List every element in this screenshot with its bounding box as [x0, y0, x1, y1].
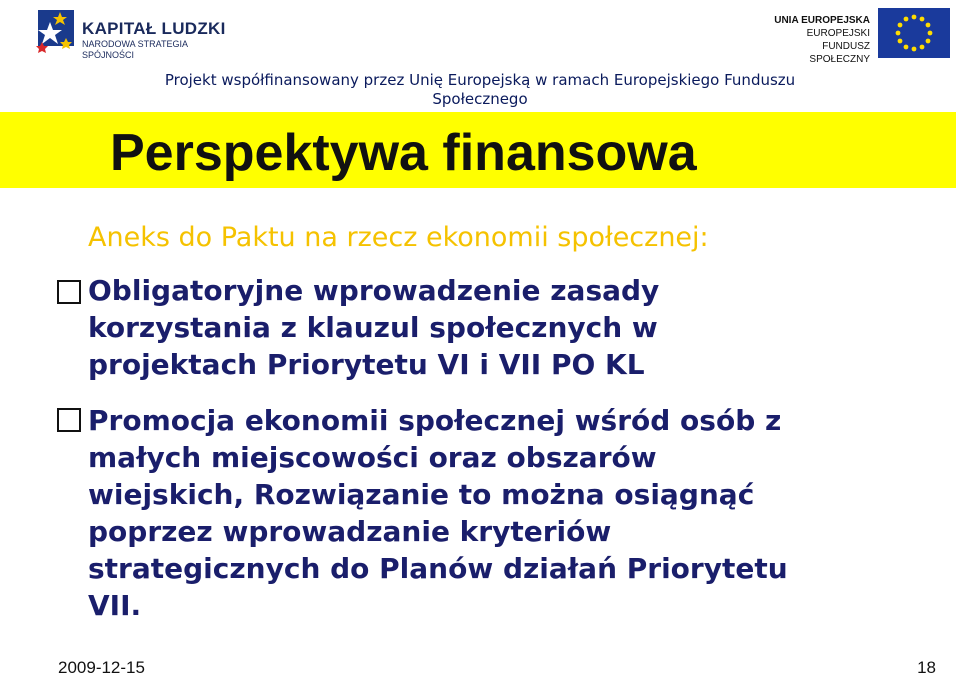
- bullet-1-line-3: projektach Priorytetu VI i VII PO KL: [88, 348, 645, 381]
- page-number: 18: [917, 658, 936, 677]
- bullet-1-line-2: korzystania z klauzul społecznych w: [88, 311, 658, 344]
- eu-logo-line2: EUROPEJSKI: [806, 28, 870, 39]
- kl-logo-title: KAPITAŁ LUDZKI: [82, 19, 226, 38]
- kapital-ludzki-star-icon: [36, 8, 80, 58]
- bullet-2-line-3: wiejskich, Rozwiązanie to można osiągnąć: [88, 478, 755, 511]
- slide-subtitle: Aneks do Paktu na rzecz ekonomii społecznej:: [88, 222, 709, 253]
- bullet-2-line-5: strategicznych do Planów działań Priorytetu: [88, 552, 788, 585]
- project-line-2: Społecznego: [432, 90, 528, 108]
- checkbox-icon: [57, 280, 81, 304]
- bullet-2-line-6: VII.: [88, 589, 142, 622]
- bullet-item-2: [88, 402, 948, 624]
- footer-date: 2009-12-15: [58, 658, 145, 677]
- bullet-2-line-2: małych miejscowości oraz obszarów: [88, 441, 657, 474]
- slide-title: Perspektywa finansowa: [110, 124, 697, 182]
- eu-logo: [760, 8, 950, 65]
- eu-logo-line3: FUNDUSZ SPOŁECZNY: [809, 41, 870, 65]
- eu-flag-icon: [878, 8, 950, 58]
- bullet-1-line-1: Obligatoryjne wprowadzenie zasady: [88, 274, 660, 307]
- project-funding-note: [80, 71, 880, 109]
- eu-logo-line1: UNIA EUROPEJSKA: [774, 15, 870, 26]
- kapital-ludzki-logo: [36, 8, 226, 58]
- bullet-2-line-4: poprzez wprowadzanie kryteriów: [88, 515, 612, 548]
- project-line-1: Projekt współfinansowany przez Unię Europejską w ramach Europejskiego Funduszu: [164, 71, 796, 89]
- kl-logo-subtitle: NARODOWA STRATEGIA SPÓJNOŚCI: [82, 39, 188, 60]
- bullet-item-1: [88, 272, 948, 383]
- bullet-2-line-1: Promocja ekonomii społecznej wśród osób z: [88, 404, 782, 437]
- checkbox-icon: [57, 408, 81, 432]
